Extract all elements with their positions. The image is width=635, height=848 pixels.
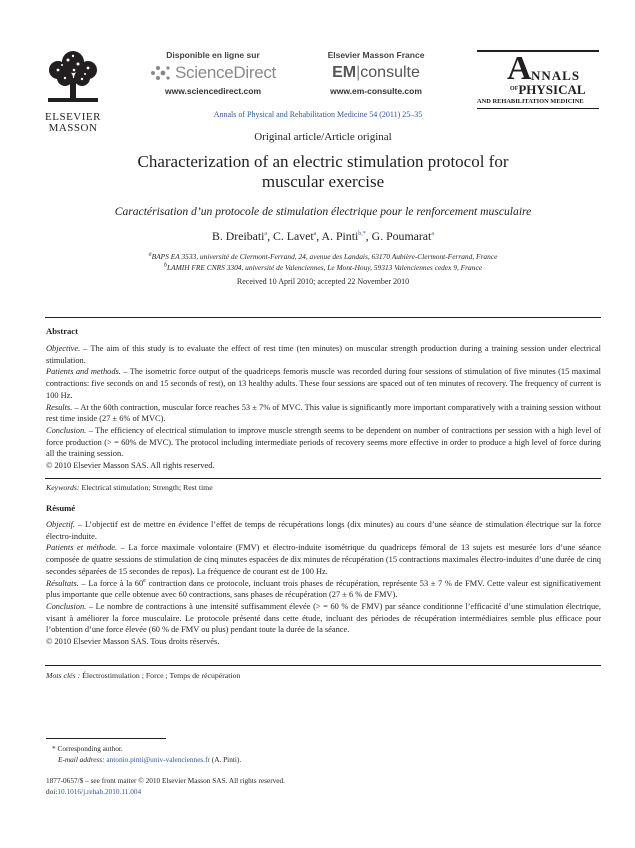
annals-logo: A NNALS $^{OF}$PHYSICAL AND REHABILITATION MEDICINE xyxy=(477,50,599,108)
abstract-methods: Patients and methods. – The isometric force output of the quadriceps femoris muscle was recorded during four sessions of stimulation of five minutes (15 maximal contractions: five seconds on and 15 seconds of rest), on 13 healthy adults. These four sessions are spaced out of ten minutes of recovery. The frequency of current is 100 Hz. xyxy=(46,367,601,400)
sciencedirect-dots-icon xyxy=(150,64,172,82)
em-consulte-block: Elsevier Masson France EM|consulte www.em-consulte.com xyxy=(312,50,440,96)
doi-link[interactable]: 10.1016/j.rehab.2010.11.004 xyxy=(57,787,142,796)
sciencedirect-brand: ScienceDirect xyxy=(146,62,280,84)
email-link[interactable]: antonio.pinti@univ-valenciennes.fr xyxy=(106,755,210,764)
abstract-results: Results. – At the 60th contraction, muscular force reaches 53 ± 7% of MVC. This value is significantly more important comparatively with a training session without rest time inside (27 ± 6% of MVC). xyxy=(46,402,601,424)
footer: 1877-0657/$ – see front matter © 2010 Elsevier Masson SAS. All rights reserved. doi:10.1016/j.rehab.2010.11.004 xyxy=(46,776,286,796)
received-dates: Received 10 April 2010; accepted 22 November 2010 xyxy=(236,277,410,286)
elsevier-logo-text: ELSEVIER MASSON xyxy=(45,111,101,134)
affiliation-a: $^a$BAPS EA 3533, université de Clermont-Ferrand, 24, avenue des Landais, 63170 Aubière-Clermont-Ferrand, France xyxy=(148,251,498,261)
resume-methode: Patients et méthode. – La force maximale volontaire (FMV) et électro-induite isométrique du quadriceps fémoral de 13 sujets est mesurée lors d’une séance composée de quatre sessions de stimulation de cinq minutes espacées de dix minutes de récupération (15 contractions maximales électro-induites d’une durée de cinq secondes séparées de 15 secondes de repos). La fréquence de courant est de 100 Hz. xyxy=(46,543,601,576)
resume-heading: Résumé xyxy=(46,503,76,513)
author[interactable]: G. Poumarat$^a$ xyxy=(371,229,434,243)
resume-objectif: Objectif. – L’objectif est de mettre en évidence l’effet de temps de récupérations longs (dix minutes) au cours d’une séance de stimulation électrique sur la force électro-induite. xyxy=(46,520,601,541)
affiliation-b: $^b$LAMIH FRE CNRS 3304, université de Valenciennes, Le Mont-Houy, 59313 Valenciennes cedex 9, France xyxy=(163,262,483,272)
abstract-body xyxy=(46,343,601,472)
resume-body xyxy=(46,519,601,648)
keywords: Keywords: Electrical stimulation; Strength; Rest time xyxy=(46,483,213,492)
author[interactable]: A. Pinti$^{b,*}$ xyxy=(321,229,366,243)
annals-top-rule xyxy=(477,50,599,52)
mots-cles: Mots clés : Électrostimulation ; Force ; Temps de récupération xyxy=(46,671,241,680)
abstract-heading: Abstract xyxy=(46,326,78,336)
em-consulte-brand: EM|consulte xyxy=(332,64,420,81)
resume-resultats: Résultats. – La force à la 60e contraction dans ce protocole, incluant trois phases de récupération, représente 53 ± 7 % de FMV. Cette valeur est significativement plus importante que celle obtenue avec 60 contractions, sans phases de récupération (27 ± 6 % de FMV). xyxy=(46,577,601,600)
annals-bottom-rule xyxy=(477,108,599,109)
divider-top xyxy=(45,317,601,318)
author[interactable]: C. Lavet$^a$ xyxy=(273,229,317,243)
footnote-rule xyxy=(46,738,166,739)
author[interactable]: B. Dreibati$^a$ xyxy=(212,229,268,243)
footnote: * Corresponding author. E-mail address: antonio.pinti@univ-valenciennes.fr (A. Pinti). xyxy=(52,744,242,764)
article-type: Original article/Article original xyxy=(254,131,392,143)
french-title: Caractérisation d’un protocole de stimulation électrique pour le renforcement musculaire xyxy=(114,205,532,218)
divider-resume xyxy=(45,665,601,666)
elsevier-tree-icon xyxy=(40,48,106,106)
divider-abstract xyxy=(45,478,601,479)
sciencedirect-block: Disponible en ligne sur ScienceDirect www.sciencedirect.com xyxy=(146,50,280,96)
resume-copyright: © 2010 Elsevier Masson SAS. Tous droits réservés. xyxy=(46,637,220,647)
abstract-objective: Objective. – The aim of this study is to evaluate the effect of rest time (ten minutes) on muscular strength production during a training session under electrical stimulation. xyxy=(46,344,601,365)
abstract-copyright: © 2010 Elsevier Masson SAS. All rights reserved. xyxy=(46,461,215,471)
abstract-conclusion: Conclusion. – The efficiency of electrical stimulation to improve muscle strength seems to be dependent on number of contractions per session with a high level of force production (> = 60% de MVC). The protocol including intermediate periods of recovery seems more effective in order to produce a high level of force during all the training session. xyxy=(46,425,601,459)
affiliations xyxy=(45,251,601,273)
authors-line: B. Dreibati$^a$, C. Lavet$^a$, A. Pinti$^{b,*}$, G. Poumarat$^a$ xyxy=(212,229,434,243)
elsevier-logo xyxy=(40,48,106,134)
article-title: Characterization of an electric stimulation protocol for muscular exercise xyxy=(137,152,509,191)
journal-citation[interactable]: Annals of Physical and Rehabilitation Medicine 54 (2011) 25–35 xyxy=(213,110,423,119)
resume-conclusion: Conclusion. – Le nombre de contractions à une intensité suffisamment élevée (> = 60 % de FMV) par séance conditionne l’efficacité d’une stimulation électrique, visant à améliorer la force musculaire. Le protocole présenté dans cette étude, incluant des périodes de récupération intermédiaires semble plus efficace pour l’obtention d’une force élevée (60 % de FMV ou plus) pendant toute la durée de la séance. xyxy=(46,601,601,635)
